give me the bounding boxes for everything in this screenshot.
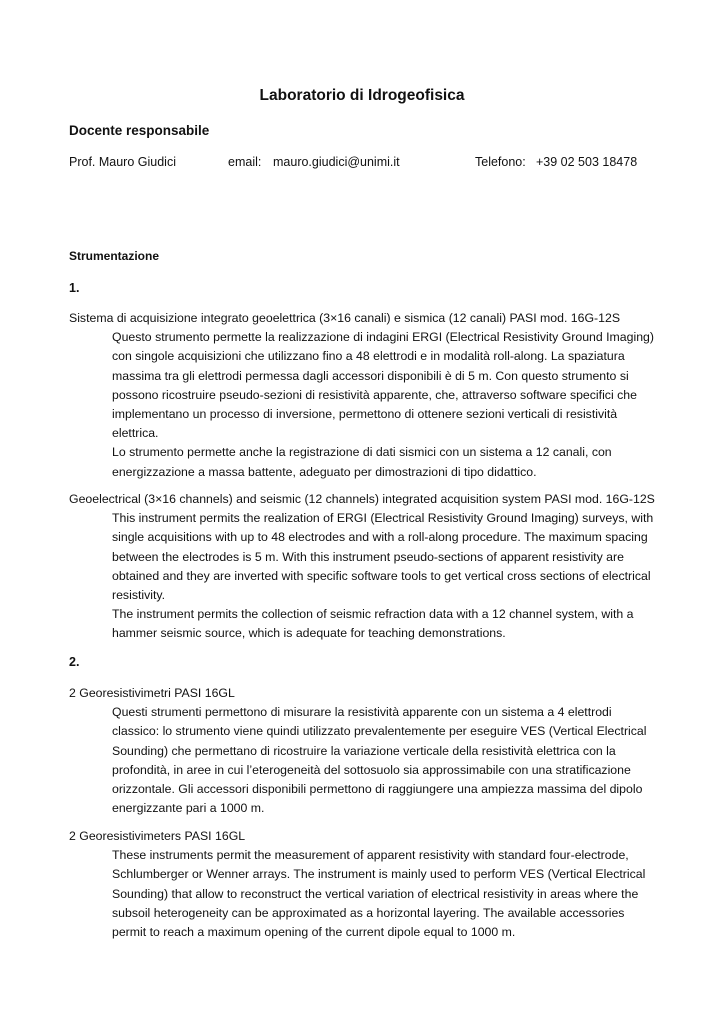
instrument-title: 2 Georesistivimeters PASI 16GL: [69, 829, 246, 843]
description-paragraph: Questi strumenti permettono di misurare la resistività apparente con un sistema a 4 elettrodi classico: lo strumento viene quindi utilizzato prevalentemente per eseguire VES (Vertical Electrical Sounding) che permettano di ricostruire la variazione verticale della resistività elettrica con la profondità, in aree in cui l’eterogeneità del sottosuolo sia approssimabile con una stratificazione orizzontale. Gli accessori disponibili permettono di raggiungere una ampiezza massima del dipolo energizzante pari a 1000 m.: [112, 705, 647, 816]
instrument-title: Geoelectrical (3×16 channels) and seismic (12 channels) integrated acquisition system PASI mod. 16G-12S: [69, 492, 655, 506]
professor-name: Prof. Mauro Giudici: [69, 155, 176, 169]
strumentazione-heading: Strumentazione: [69, 249, 160, 263]
instrument-description: [112, 328, 659, 482]
instrument-entry: [69, 490, 659, 644]
instrument-entry: [69, 309, 659, 482]
section-number: 1.: [69, 281, 80, 295]
document-title: Laboratorio di Idrogeofisica: [259, 87, 465, 104]
instrument-entry: [69, 827, 659, 942]
description-paragraph: The instrument permits the collection of seismic refraction data with a 12 channel system, with a hammer seismic source, which is adequate for teaching demonstrations.: [112, 607, 634, 641]
description-paragraph: Lo strumento permette anche la registrazione di dati sismici con un sistema a 12 canali, con energizzazione a massa battente, adeguato per dimostrazioni di tipo didattico.: [112, 445, 612, 479]
instrument-description: [112, 846, 659, 942]
description-paragraph: These instruments permit the measurement of apparent resistivity with standard four-electrode, Schlumberger or Wenner arrays. The instrument is mainly used to perform VES (Vertical Electrical Sounding) that allow to reconstruct the vertical variation of electrical resistivity in areas where the subsoil heterogeneity can be approximated as a horizontal layering. The available accessories permit to reach a maximum opening of the current dipole equal to 1000 m.: [112, 848, 646, 940]
instrument-title: Sistema di acquisizione integrato geoelettrica (3×16 canali) e sismica (12 canali) PASI mod. 16G-12S: [69, 311, 621, 325]
phone-label: Telefono:: [475, 155, 526, 169]
instrument-title: 2 Georesistivimetri PASI 16GL: [69, 686, 235, 700]
description-paragraph: This instrument permits the realization of ERGI (Electrical Resistivity Ground Imaging) surveys, with single acquisitions with up to 48 electrodes and with a roll-along procedure. The maximum spacing between the electrodes is 5 m. With this instrument pseudo-sections of apparent resistivity are obtained and they are inverted with specific software tools to get vertical cross sections of electrical resistivity.: [112, 511, 654, 603]
instrument-description: [112, 509, 659, 643]
email-label: email:: [228, 155, 262, 169]
instrument-description: [112, 703, 659, 818]
instrument-entry: [69, 684, 659, 818]
section-number: 2.: [69, 655, 80, 669]
description-paragraph: Questo strumento permette la realizzazione di indagini ERGI (Electrical Resistivity Ground Imaging) con singole acquisizioni che utilizzano fino a 48 elettrodi e in modalità roll-along. La spaziatura massima tra gli elettrodi permessa dagli accessori disponibili è di 5 m. Con questo strumento si possono ricostruire pseudo-sezioni di resistività apparente, che, attraverso software specifici che implementano un processo di inversione, permettono di ottenere sezioni verticali di resistività elettrica.: [112, 330, 654, 441]
docente-heading: Docente responsabile: [69, 123, 210, 138]
email-value: mauro.giudici@unimi.it: [273, 155, 400, 169]
contact-row: [69, 155, 669, 173]
phone-value: +39 02 503 18478: [536, 155, 638, 169]
